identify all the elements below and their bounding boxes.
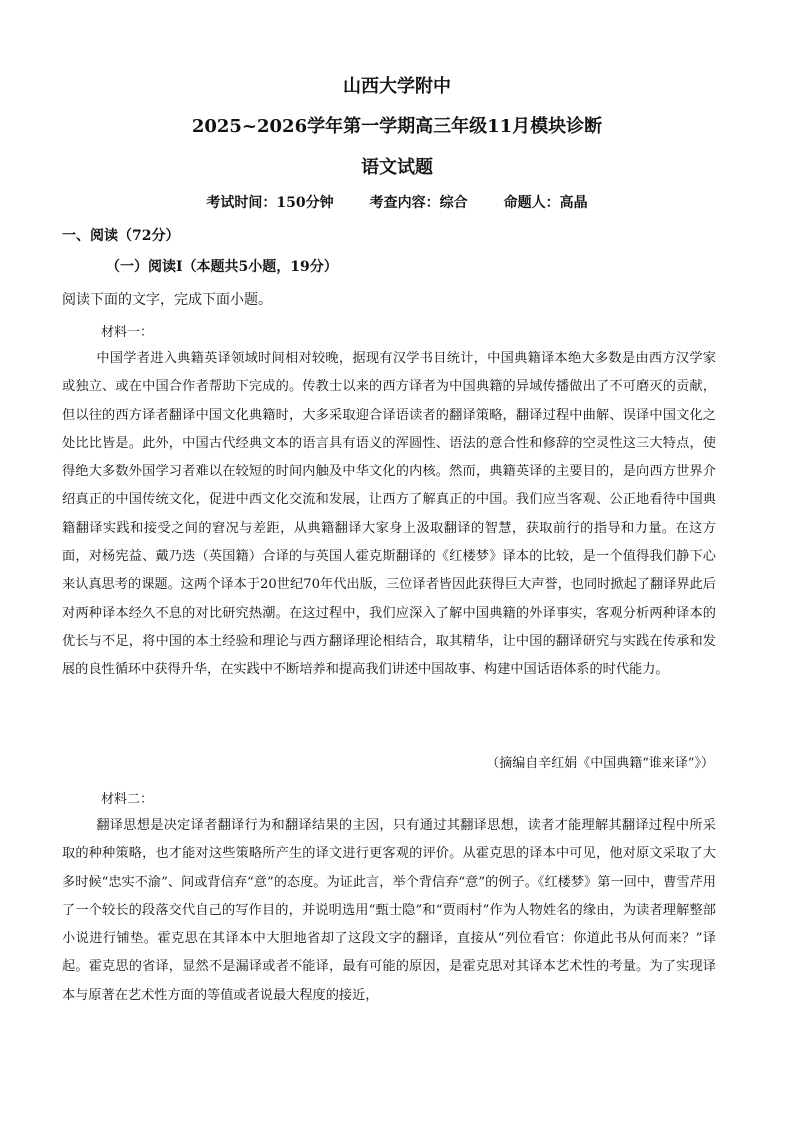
material2-label: 材料二：	[101, 792, 154, 807]
material2-text: 翻译思想是决定译者翻译行为和翻译结果的主因，只有通过其翻译思想，读者才能理解其翻译过程中所采取的种种策略，也才能对这些策略所产生的译文进行更客观的评价。从霍克思的译本中可见，他对原文采取了大多时候“忠实不渝”、间或背信弃“意”的态度。为证此言，举个背信弃“意”的例子。《红楼梦》第一回中，曹雪芹用了一个较长的段落交代自己的写作目的，并说明选用“甄士隐”和“贾雨村”作为人物姓名的缘由，为读者理解整部小说进行铺垫。霍克思在其译本中大胆地省却了这段文字的翻译，直接从“列位看官：你道此书从何而来？”译起。霍克思的省译，显然不是漏译或者不能译，最有可能的原因，是霍克思对其译本艺术性的考量。为了实现译本与原著在艺术性方面的等值或者说最大程度的接近，	[62, 818, 716, 1003]
exam-content: 考查内容：综合	[369, 195, 468, 211]
exam-time: 考试时间：150分钟	[206, 195, 334, 211]
subject-title: 语文试题	[361, 157, 433, 178]
material1-text: 中国学者进入典籍英译领域时间相对较晚，据现有汉学书目统计，中国典籍译本绝大多数是由西方汉学家或独立、或在中国合作者帮助下完成的。传教士以来的西方译者为中国典籍的异域传播做出了不可磨灭的贡献，但以往的西方译者翻译中国文化典籍时，大多采取迎合译语读者的翻译策略，翻译过程中曲解、误译中国文化之处比比皆是。此外，中国古代经典文本的语言具有语义的浑圆性、语法的意合性和修辞的空灵性这三大特点，使得绝大多数外国学习者难以在较短的时间内触及中华文化的内核。然而，典籍英译的主要目的，是向西方世界介绍真正的中国传统文化，促进中西文化交流和发展，让西方了解真正的中国。我们应当客观、公正地看待中国典籍翻译实践和接受之间的窘况与差距，从典籍翻译大家身上汲取翻译的智慧，获取前行的指导和力量。在这方面，对杨宪益、戴乃迭（英国籍）合译的与英国人霍克斯翻译的《红楼梦》译本的比较，是一个值得我们静下心来认真思考的课题。这两个译本于20世纪70年代出版，三位译者皆因此获得巨大声誉，也同时掀起了翻译界此后对两种译本经久不息的对比研究热潮。在这过程中，我们应深入了解中国典籍的外译事实，客观分析两种译本的优长与不足，将中国的本土经验和理论与西方翻译理论相结合，取其精华，让中国的翻译研究与实践在传承和发展的良性循环中获得升华，在实践中不断培养和提高我们讲述中国故事、构建中国话语体系的时代能力。	[62, 351, 716, 678]
material1-source: （摘编自辛红娟《中国典籍“谁来译”》）	[486, 756, 714, 771]
material1-label: 材料一：	[101, 325, 154, 340]
exam-author: 命题人：高晶	[503, 195, 588, 211]
school-name: 山西大学附中	[343, 76, 451, 97]
section-title: 一、阅读（72分）	[62, 228, 180, 244]
section-subtitle: （一）阅读Ⅰ（本题共5小题，19分）	[106, 259, 338, 275]
exam-meta	[0, 192, 794, 212]
exam-title: 2025~2026学年第一学期高三年级11月模块诊断	[191, 116, 603, 137]
instruction: 阅读下面的文字，完成下面小题。	[62, 292, 272, 308]
